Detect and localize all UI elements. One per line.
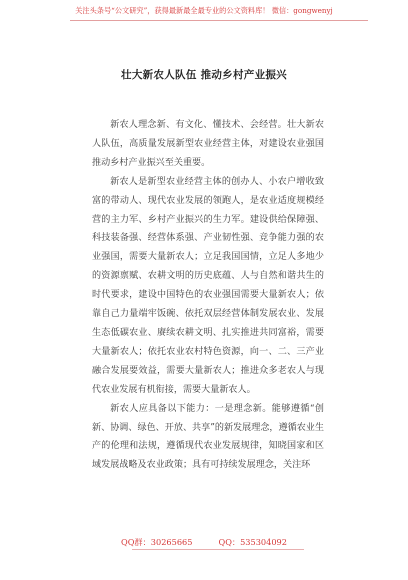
paragraph-1: 新农人理念新、有文化、懂技术、会经营。壮大新农人队伍，高质量发展新型农业经营主体，对建设农业强国推动乡村产业振兴至关重要。: [92, 120, 324, 168]
paragraph-3: 新农人应具备以下能力：一是理念新。能够遵循“创新、协调、绿色、开放、共享”的新发展理念，遵循农业生产的伦理和法规，遵循现代农业发展规律，知晓国家和区域发展战略及农业政策；具有可持续发展理念，关注环: [92, 403, 324, 471]
document-body: [92, 116, 324, 475]
header-note: 关注头条号“公文研究”，获得最新最全最专业的公文资料库！ 微信：gongwenyj: [75, 6, 333, 15]
footer-contact: [0, 537, 408, 548]
paragraph-2: 新农人是新型农业经营主体的创办人、小农户增收致富的带动人、现代农业发展的领跑人，是农业适度规模经营的主力军、乡村产业振兴的生力军。建设供给保障强、科技装备强、经营体系强、产业韧性强、竞争能力强的农业强国，需要大量新农人；立足我国国情，立足人多地少的资源禀赋、农耕文明的历史底蕴、人与自然和谐共生的时代要求，建设中国特色的农业强国需要大量新农人；依靠自己力量端牢饭碗、依托双层经营体制发展农业、发展生态低碳农业、赓续农耕文明、扎实推进共同富裕，需要大量新农人；依托农业农村特色资源，向一、二、三产业融合发展要效益，需要大量新农人；推进众多老农人与现代农业发展有机衔接，需要大量新农人。: [92, 176, 324, 395]
footer-qq-number: QQ：535304092: [218, 537, 287, 547]
header-divider: [70, 20, 368, 21]
footer-qq-group: QQ群：30265665: [121, 537, 193, 547]
footer-divider: [132, 549, 304, 550]
page-title: 壮大新农人队伍 推动乡村产业振兴: [121, 69, 287, 81]
